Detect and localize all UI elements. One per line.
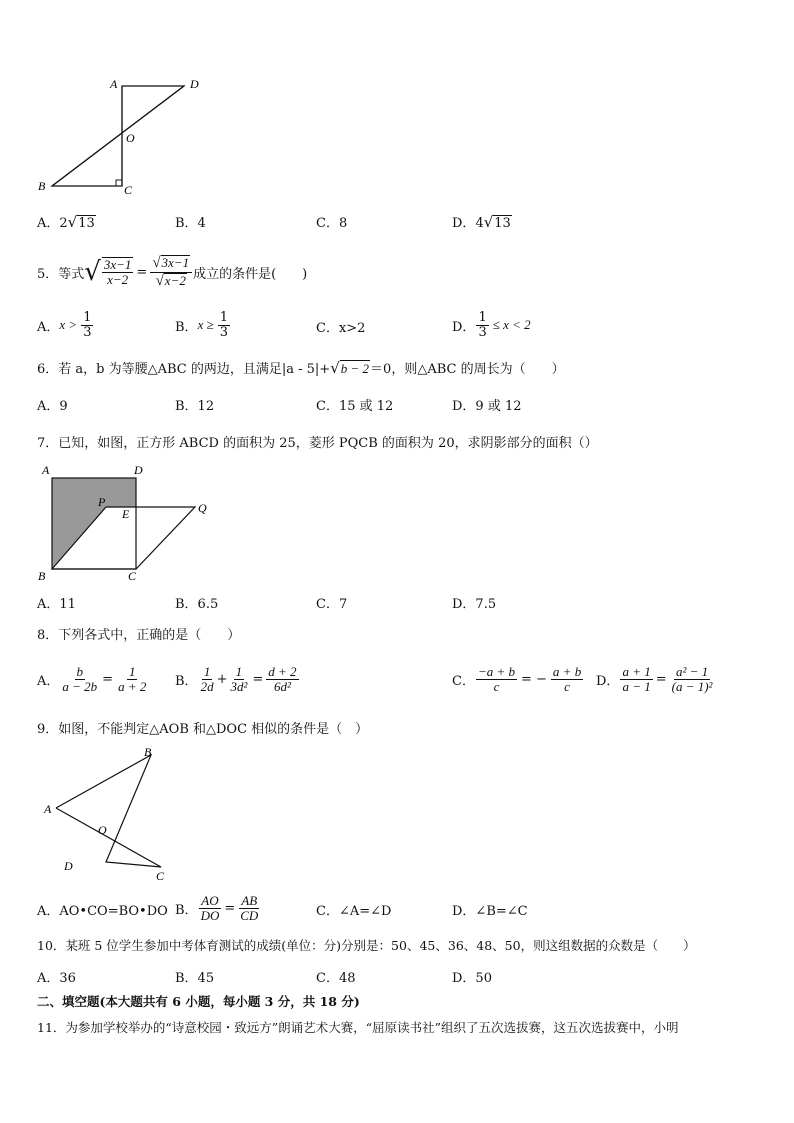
label-a: A — [42, 463, 50, 477]
label-e: E — [122, 507, 130, 521]
q5-option-d[interactable]: D． $\frac{1}{3}$ ≤ x < 2 — [452, 309, 531, 340]
q8-option-d[interactable]: D． $\frac{a + 1}{a - 1}$ = $\frac{\text{a² − 1}}{\text{(a − 1)²}}$ — [596, 663, 713, 694]
figure-triangles — [36, 740, 186, 885]
q7-option-d[interactable]: D．7.5 — [452, 597, 497, 612]
q8-option-b[interactable]: B． $\frac{1}{2d}$ + $\frac{1}{\text{3d²}}$ = $\frac{d + 2}{\text{6d²}}$ — [175, 663, 297, 694]
label-a: A — [44, 802, 52, 816]
q10-option-d[interactable]: D．50 — [452, 971, 492, 986]
q7-question: 7．已知，如图，正方形 ABCD 的面积为 25，菱形 PQCB 的面积为 20，求阴影部分的面积（） — [37, 436, 598, 451]
label-d: D — [134, 463, 143, 477]
q6-question: 6．若 a，b 为等腰△ABC 的两边，且满足|a - 5|+√b − 2＝0，则△ABC 的周长为（ ） — [37, 359, 565, 377]
diagonal-bd — [52, 86, 184, 186]
q5-question: 5．等式 √ $\frac{3x-1}{x-2}$ = $\frac{√3x-1}{√x-2}$ 成立的条件是( ) — [37, 254, 308, 289]
q4-option-d[interactable]: D．4√13 — [452, 213, 511, 231]
label-d: D — [190, 77, 199, 91]
q10-option-b[interactable]: B．45 — [175, 971, 215, 986]
q5-option-b[interactable]: B． x ≥ $\frac{1}{3}$ — [175, 309, 228, 340]
q6-option-d[interactable]: D．9 或 12 — [452, 399, 522, 414]
q9-option-b[interactable]: B． $\frac{AO}{DO}$ = $\frac{AB}{CD}$ — [175, 892, 259, 923]
q7-option-a[interactable]: A．11 — [37, 597, 76, 612]
label-o: O — [126, 131, 135, 145]
label-d: D — [64, 859, 73, 873]
label-p: P — [98, 495, 106, 509]
q6-option-b[interactable]: B．12 — [175, 399, 215, 414]
q4-option-c[interactable]: C．8 — [316, 216, 348, 231]
q8-question: 8．下列各式中，正确的是（ ） — [37, 628, 241, 643]
label-c: C — [128, 569, 137, 583]
bowtie-shape — [56, 755, 161, 867]
q10-question: 10．某班 5 位学生参加中考体育测试的成绩(单位：分)分别是：50、45、36、48、50，则这组数据的众数是（ ） — [37, 938, 696, 953]
q9-option-a[interactable]: A．AO•CO=BO•DO — [37, 904, 168, 919]
section-heading: 二、填空题(本大题共有 6 小题，每小题 3 分，共 18 分) — [37, 994, 360, 1009]
q6-option-a[interactable]: A．9 — [37, 399, 68, 414]
label-o: O — [98, 823, 107, 837]
label-a: A — [110, 77, 118, 91]
figure-parallelogram — [30, 76, 220, 196]
q9-question: 9．如图，不能判定△AOB 和△DOC 相似的条件是（ ） — [37, 722, 369, 737]
label-q: Q — [198, 501, 207, 515]
q8-option-c[interactable]: C． $\frac{-a + b}{c}$ = − $\frac{a + b}{c}$ — [452, 663, 582, 694]
label-b: B — [38, 179, 46, 193]
q11-question: 11．为参加学校举办的“诗意校园・致远方”朗诵艺术大赛，“屈原读书社”组织了五次选拔赛，这五次选拔赛中，小明 — [37, 1020, 679, 1035]
q6-option-c[interactable]: C．15 或 12 — [316, 399, 394, 414]
right-angle-mark — [116, 180, 122, 186]
q7-option-b[interactable]: B．6.5 — [175, 597, 219, 612]
q9-option-c[interactable]: C．∠A=∠D — [316, 904, 392, 919]
q4-option-a[interactable]: A．2√13 — [37, 213, 95, 231]
q10-option-c[interactable]: C．48 — [316, 971, 356, 986]
q5-option-a[interactable]: A． x > $\frac{1}{3}$ — [37, 309, 92, 340]
label-b: B — [144, 745, 152, 759]
q10-option-a[interactable]: A．36 — [37, 971, 76, 986]
q9-option-d[interactable]: D．∠B=∠C — [452, 904, 528, 919]
q4-option-b[interactable]: B．4 — [175, 216, 206, 231]
figure-square-rhombus — [32, 460, 222, 588]
label-b: B — [38, 569, 46, 583]
q7-option-c[interactable]: C．7 — [316, 597, 348, 612]
label-c: C — [124, 183, 133, 196]
q5-option-c[interactable]: C．x>2 — [316, 321, 366, 336]
label-c: C — [156, 869, 165, 883]
q8-option-a[interactable]: A． $\frac{b}{a - 2b}$ = $\frac{1}{a + 2}$ — [37, 663, 147, 694]
